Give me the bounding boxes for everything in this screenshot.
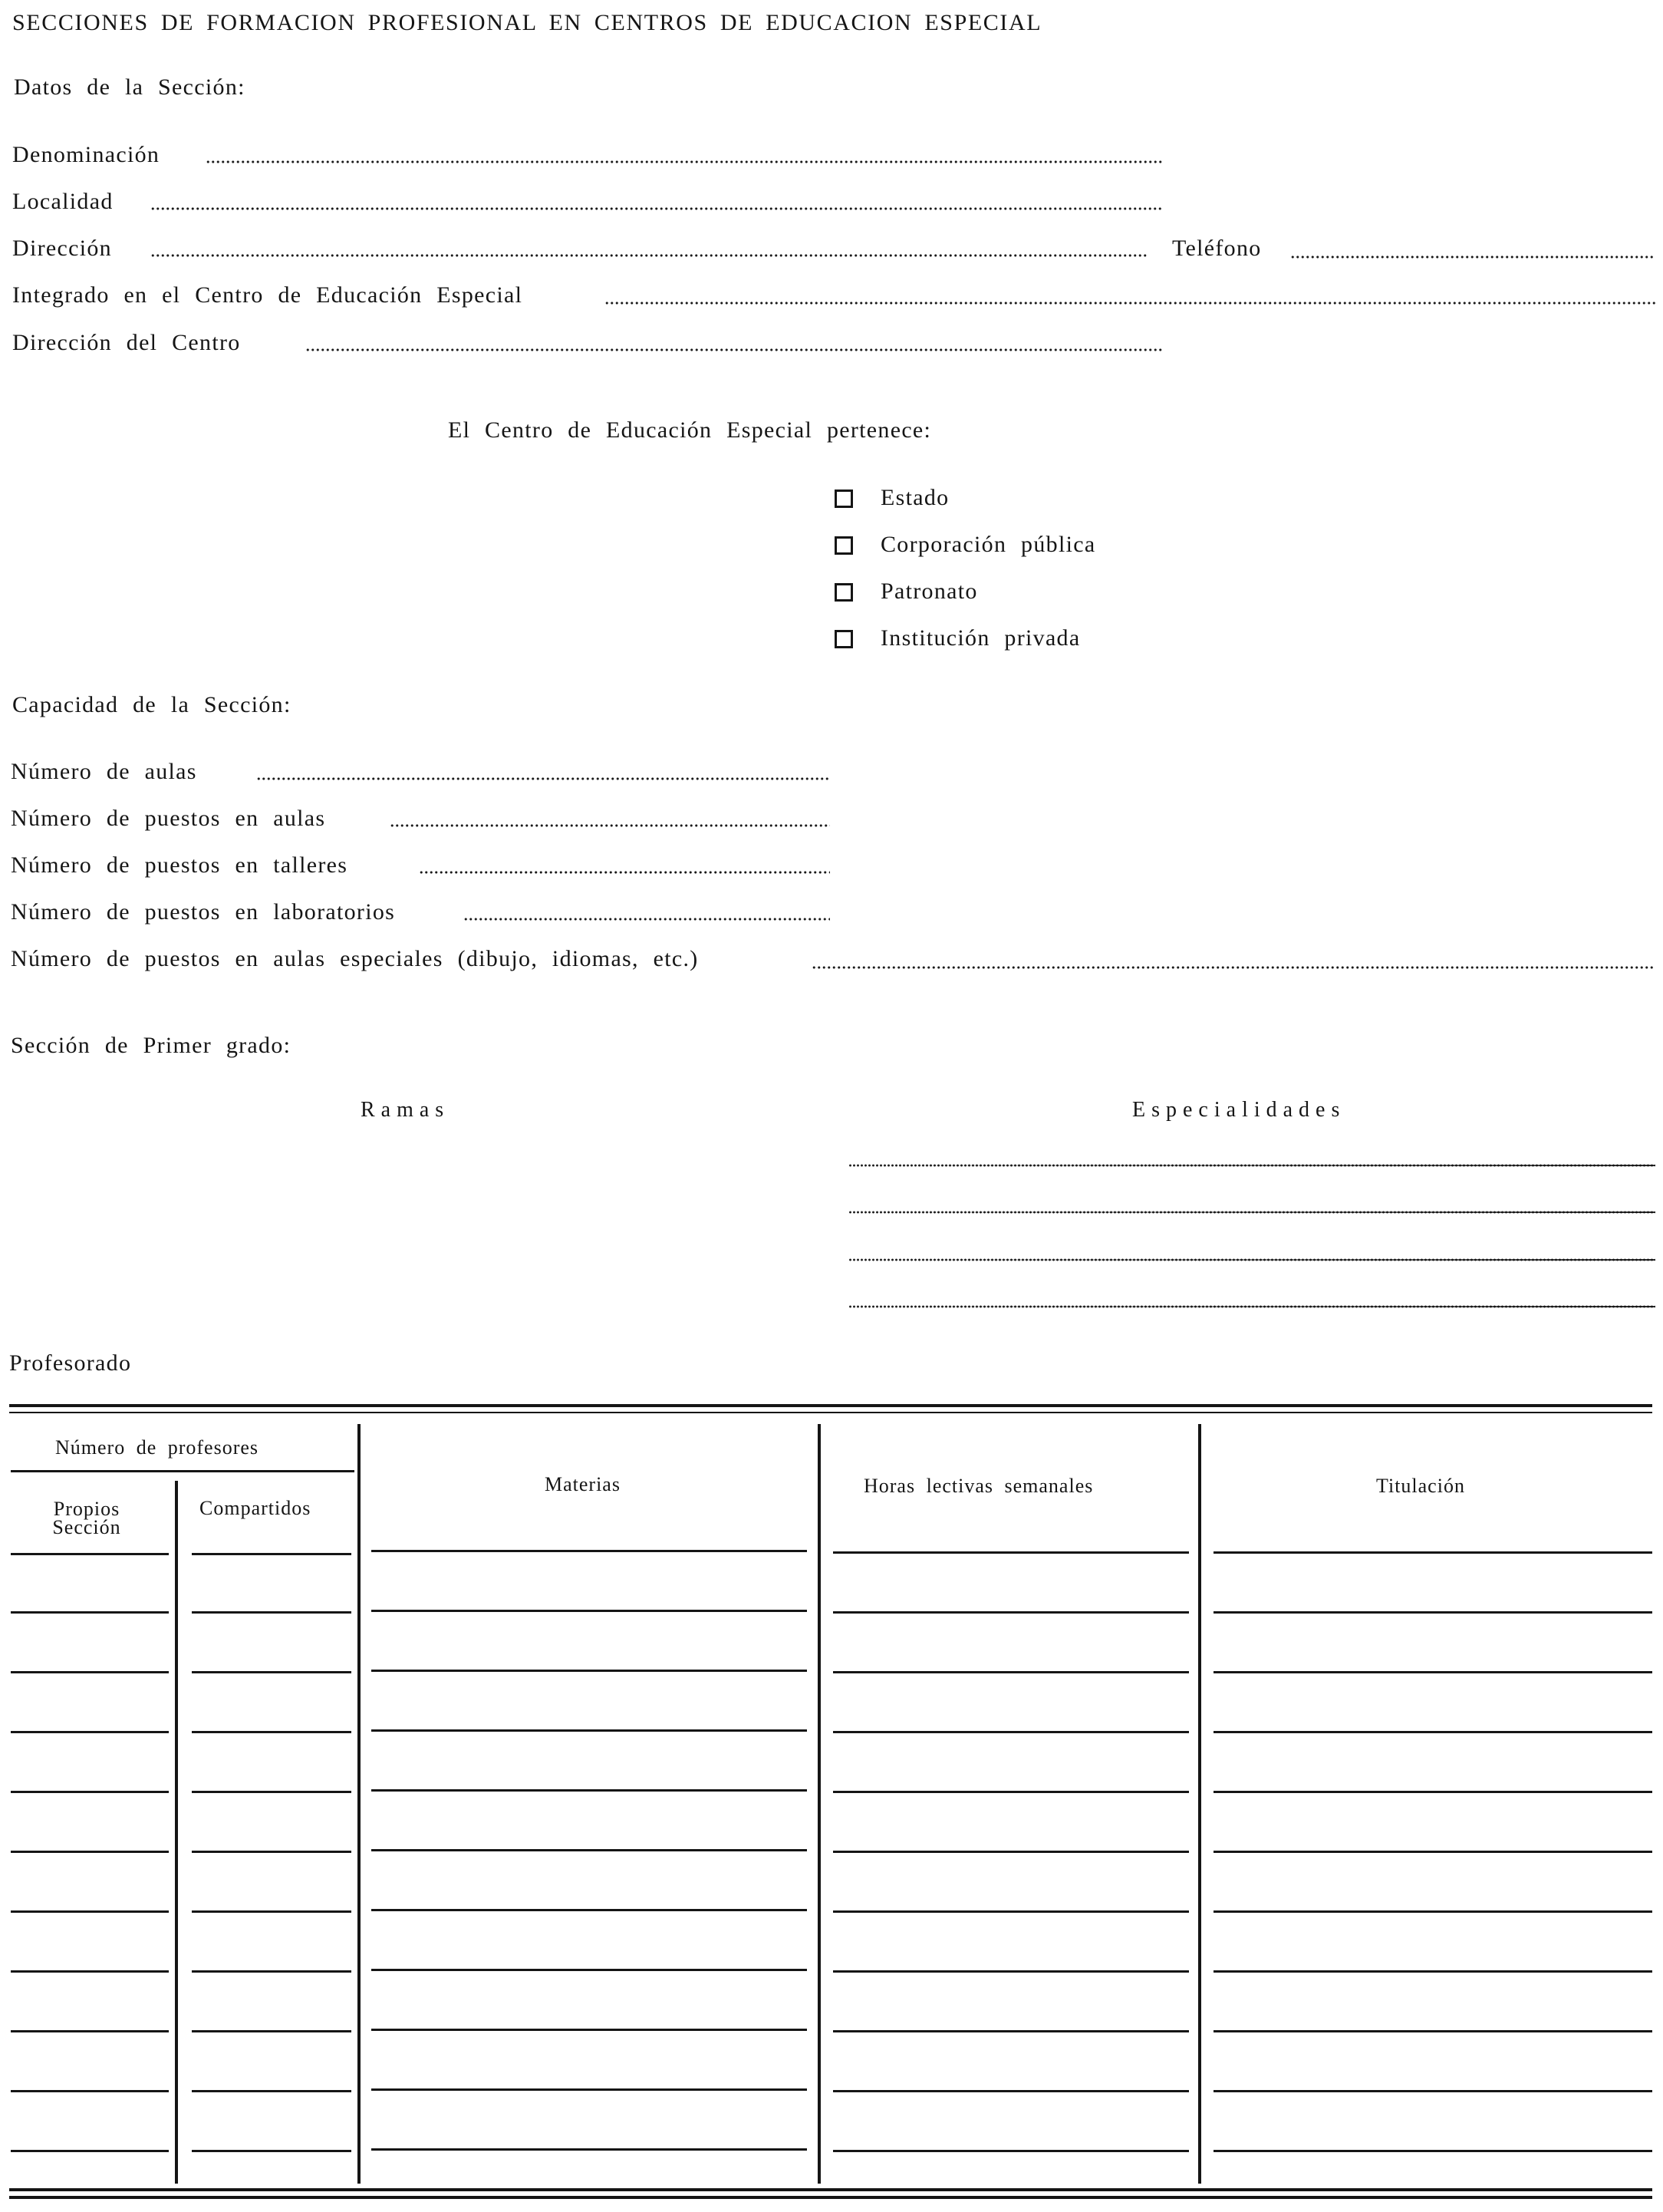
col-sep-profesores	[175, 1481, 178, 2184]
direccion-field[interactable]	[150, 254, 1148, 257]
pertenece-heading: El Centro de Educación Especial pertenece:	[448, 417, 932, 443]
materias-header: Materias	[545, 1473, 621, 1495]
especialidad-line-3[interactable]	[848, 1258, 1655, 1261]
institucion-privada-label: Institución privada	[881, 625, 1081, 651]
especialidad-line-2[interactable]	[848, 1211, 1655, 1214]
localidad-field[interactable]	[150, 207, 1163, 210]
integrado-label: Integrado en el Centro de Educación Especial	[12, 282, 523, 308]
titulacion-header: Titulación	[1376, 1475, 1465, 1497]
telefono-label: Teléfono	[1172, 236, 1262, 261]
puestos-talleres-field[interactable]	[419, 871, 830, 874]
form-title: SECCIONES DE FORMACION PROFESIONAL EN CENTROS DE EDUCACION ESPECIAL	[12, 10, 1042, 35]
puestos-laboratorios-label: Número de puestos en laboratorios	[11, 899, 396, 925]
capacidad-heading: Capacidad de la Sección:	[12, 692, 291, 717]
puestos-especiales-label: Número de puestos en aulas especiales (dibujo, idiomas, etc.)	[11, 946, 699, 971]
table-top-rule-inner	[9, 1412, 1652, 1413]
primer-grado-heading: Sección de Primer grado:	[11, 1033, 291, 1058]
puestos-especiales-field[interactable]	[812, 966, 1655, 969]
puestos-aulas-field[interactable]	[390, 824, 830, 827]
header-group-rule	[11, 1470, 354, 1472]
puestos-aulas-label: Número de puestos en aulas	[11, 806, 326, 831]
localidad-label: Localidad	[12, 189, 114, 214]
aulas-field[interactable]	[256, 777, 830, 780]
estado-checkbox[interactable]	[835, 490, 853, 508]
horas-header: Horas lectivas semanales	[864, 1475, 1094, 1497]
especialidades-label: Especialidades	[1132, 1098, 1346, 1122]
col-sep-2	[818, 1424, 821, 2184]
telefono-field[interactable]	[1290, 255, 1655, 259]
patronato-label: Patronato	[881, 579, 978, 604]
direccion-centro-field[interactable]	[305, 348, 1163, 351]
table-top-rule	[9, 1404, 1652, 1407]
corporacion-publica-checkbox[interactable]	[835, 536, 853, 555]
col-sep-3	[1198, 1424, 1201, 2184]
numero-profesores-header: Número de profesores	[55, 1436, 259, 1459]
datos-heading: Datos de la Sección:	[14, 74, 245, 100]
direccion-label: Dirección	[12, 236, 112, 261]
aulas-label: Número de aulas	[11, 759, 197, 784]
profesorado-heading: Profesorado	[9, 1350, 132, 1376]
institucion-privada-checkbox[interactable]	[835, 630, 853, 648]
patronato-checkbox[interactable]	[835, 583, 853, 602]
direccion-centro-label: Dirección del Centro	[12, 330, 241, 355]
compartidos-header: Compartidos	[199, 1497, 311, 1519]
especialidad-line-1[interactable]	[848, 1164, 1655, 1167]
table-bottom-rule	[9, 2188, 1652, 2191]
col-sep-1	[357, 1424, 361, 2184]
especialidad-line-4[interactable]	[848, 1305, 1655, 1308]
estado-label: Estado	[881, 485, 950, 510]
integrado-field[interactable]	[604, 302, 1655, 305]
denominacion-field[interactable]	[206, 160, 1163, 163]
puestos-laboratorios-field[interactable]	[463, 918, 830, 921]
table-bottom-rule-inner	[9, 2196, 1652, 2199]
denominacion-label: Denominación	[12, 142, 160, 167]
propios-seccion-header: Propios Sección	[52, 1498, 121, 1538]
puestos-talleres-label: Número de puestos en talleres	[11, 852, 348, 878]
ramas-label: Ramas	[361, 1098, 450, 1122]
corporacion-publica-label: Corporación pública	[881, 532, 1096, 557]
